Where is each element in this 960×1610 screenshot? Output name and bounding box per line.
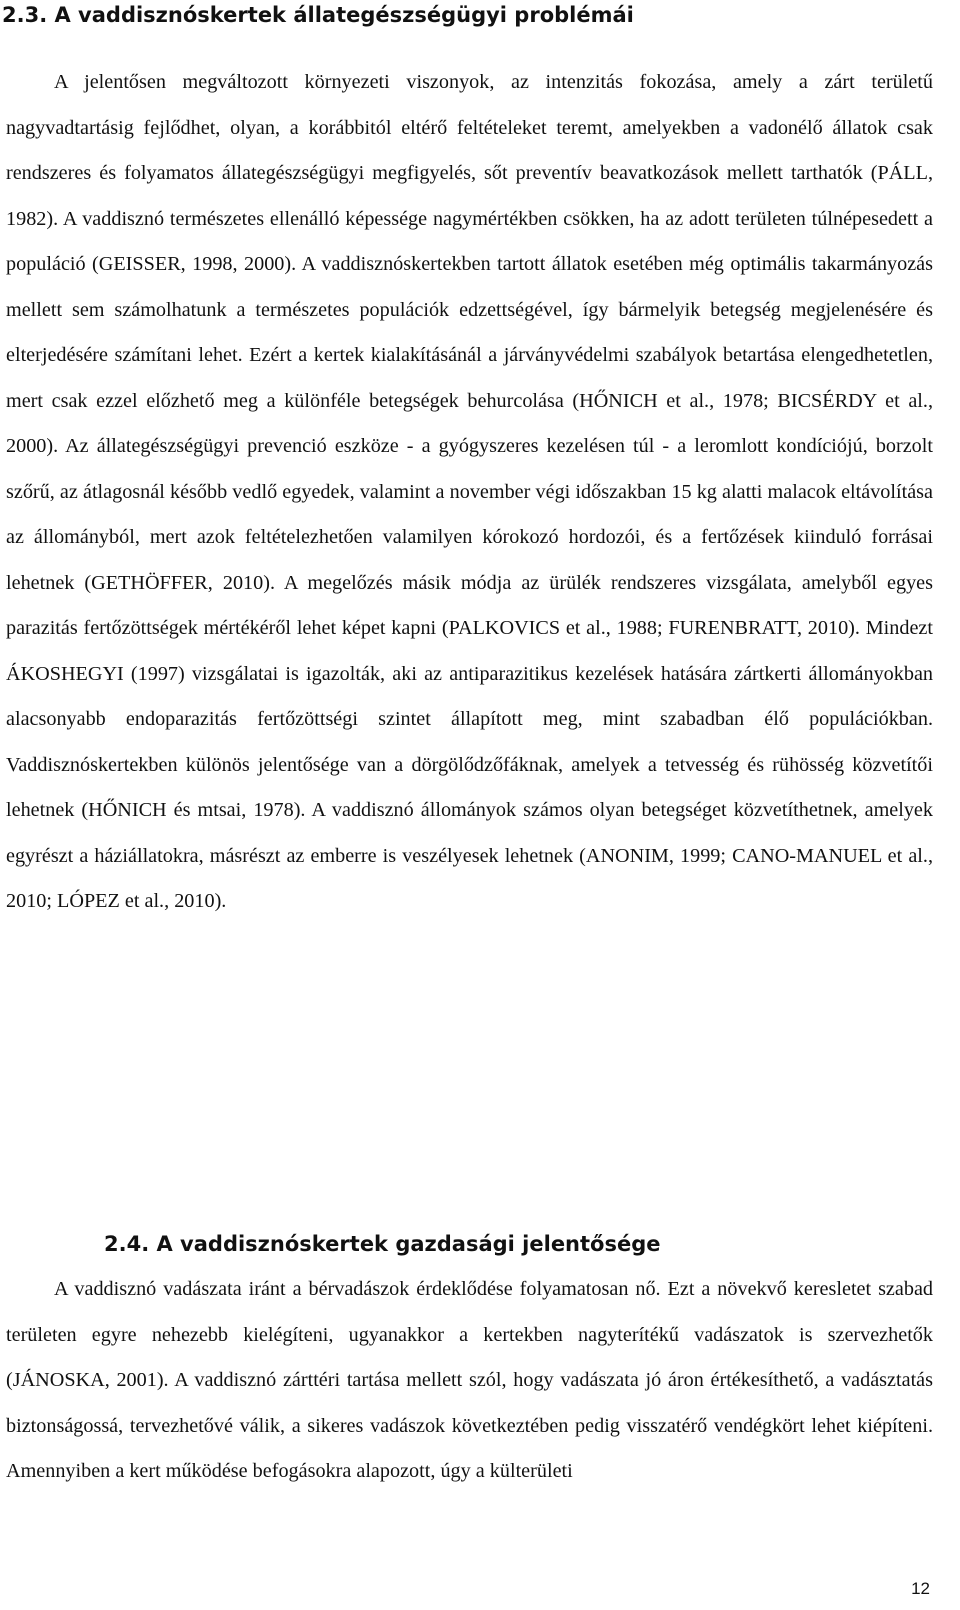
page-number: 12 (911, 1579, 930, 1598)
body-paragraph: A vaddisznó vadászata iránt a bérvadászok érdeklődése folyamatosan nő. Ezt a növekvő keresletet szabad területen egyre nehezebb kielégíteni, ugyanakkor a kertekben nagyterítékű vadászatok is szervezhetők (JÁNOSKA, 2001). A vaddisznó zárttéri tartása mellett szól, hogy vadászata jó áron értékesíthető, a vadásztatás biztonságossá, tervezhetővé válik, a sikeres vadászok következtében pedig visszatérő vendégkört lehet kiépíteni. Amennyiben a kert működése befogásokra alapozott, úgy a külterületi (6, 1278, 933, 1482)
body-paragraph: A jelentősen megváltozott környezeti viszonyok, az intenzitás fokozása, amely a zárt területű nagyvadtartásig fejlődhet, olyan, a korábbitól eltérő feltételeket teremt, amelyekben a vadonélő állatok csak rendszeres és folyamatos állategészségügyi megfigyelés, sőt preventív beavatkozások mellett tarthatók (PÁLL, 1982). A vaddisznó természetes ellenálló képessége nagymértékben csökken, ha az adott területen túlnépesedett a populáció (GEISSER, 1998, 2000). A vaddisznóskertekben tartott állatok esetében még optimális takarmányozás mellett sem számolhatunk a természetes populációk edzettségével, így bármelyik betegség megjelenésére és elterjedésére számítani lehet. Ezért a kertek kialakításánál a járványvédelmi szabályok betartása elengedhetetlen, mert csak ezzel előzhető meg a különféle betegségek behurcolása (HŐNICH et al., 1978; BICSÉRDY et al., 2000). Az állategészségügyi prevenció eszköze - a gyógyszeres kezelésen túl - a leromlott kondíciójú, borzolt szőrű, az átlagosnál később vedlő egyedek, valamint a november végi időszakban 15 kg alatti malacok eltávolítása az állományból, mert azok feltételezhetően valamilyen kórokozó hordozói, és a fertőzések kiinduló forrásai lehetnek (GETHÖFFER, 2010). A megelőzés másik módja az ürülék rendszeres vizsgálata, amelyből egyes parazitás fertőzöttségek mértékéről lehet képet kapni (PALKOVICS et al., 1988; FURENBRATT, 2010). Mindezt ÁKOSHEGYI (1997) vizsgálatai is igazolták, aki az antiparazitikus kezelések hatására zártkerti állományokban alacsonyabb endoparazitás fertőzöttségi szintet állapított meg, mint szabadban élő populációkban. Vaddisznóskertekben különös jelentősége van a dörgölődzőfáknak, amelyek a tetvesség és rühösség közvetítői lehetnek (HŐNICH és mtsai, 1978). A vaddisznó állományok számos olyan betegséget közvetíthetnek, amelyek egyrészt a háziállatokra, másrészt az emberre is veszélyesek lehetnek (ANONIM, 1999; CANO-MANUEL et al., 2010; LÓPEZ et al., 2010). (6, 71, 933, 912)
section-heading-2-4: 2.4. A vaddisznóskertek gazdasági jelentősége (104, 1232, 661, 1256)
section-heading-2-3: 2.3. A vaddisznóskertek állategészségügyi problémái (2, 3, 634, 27)
